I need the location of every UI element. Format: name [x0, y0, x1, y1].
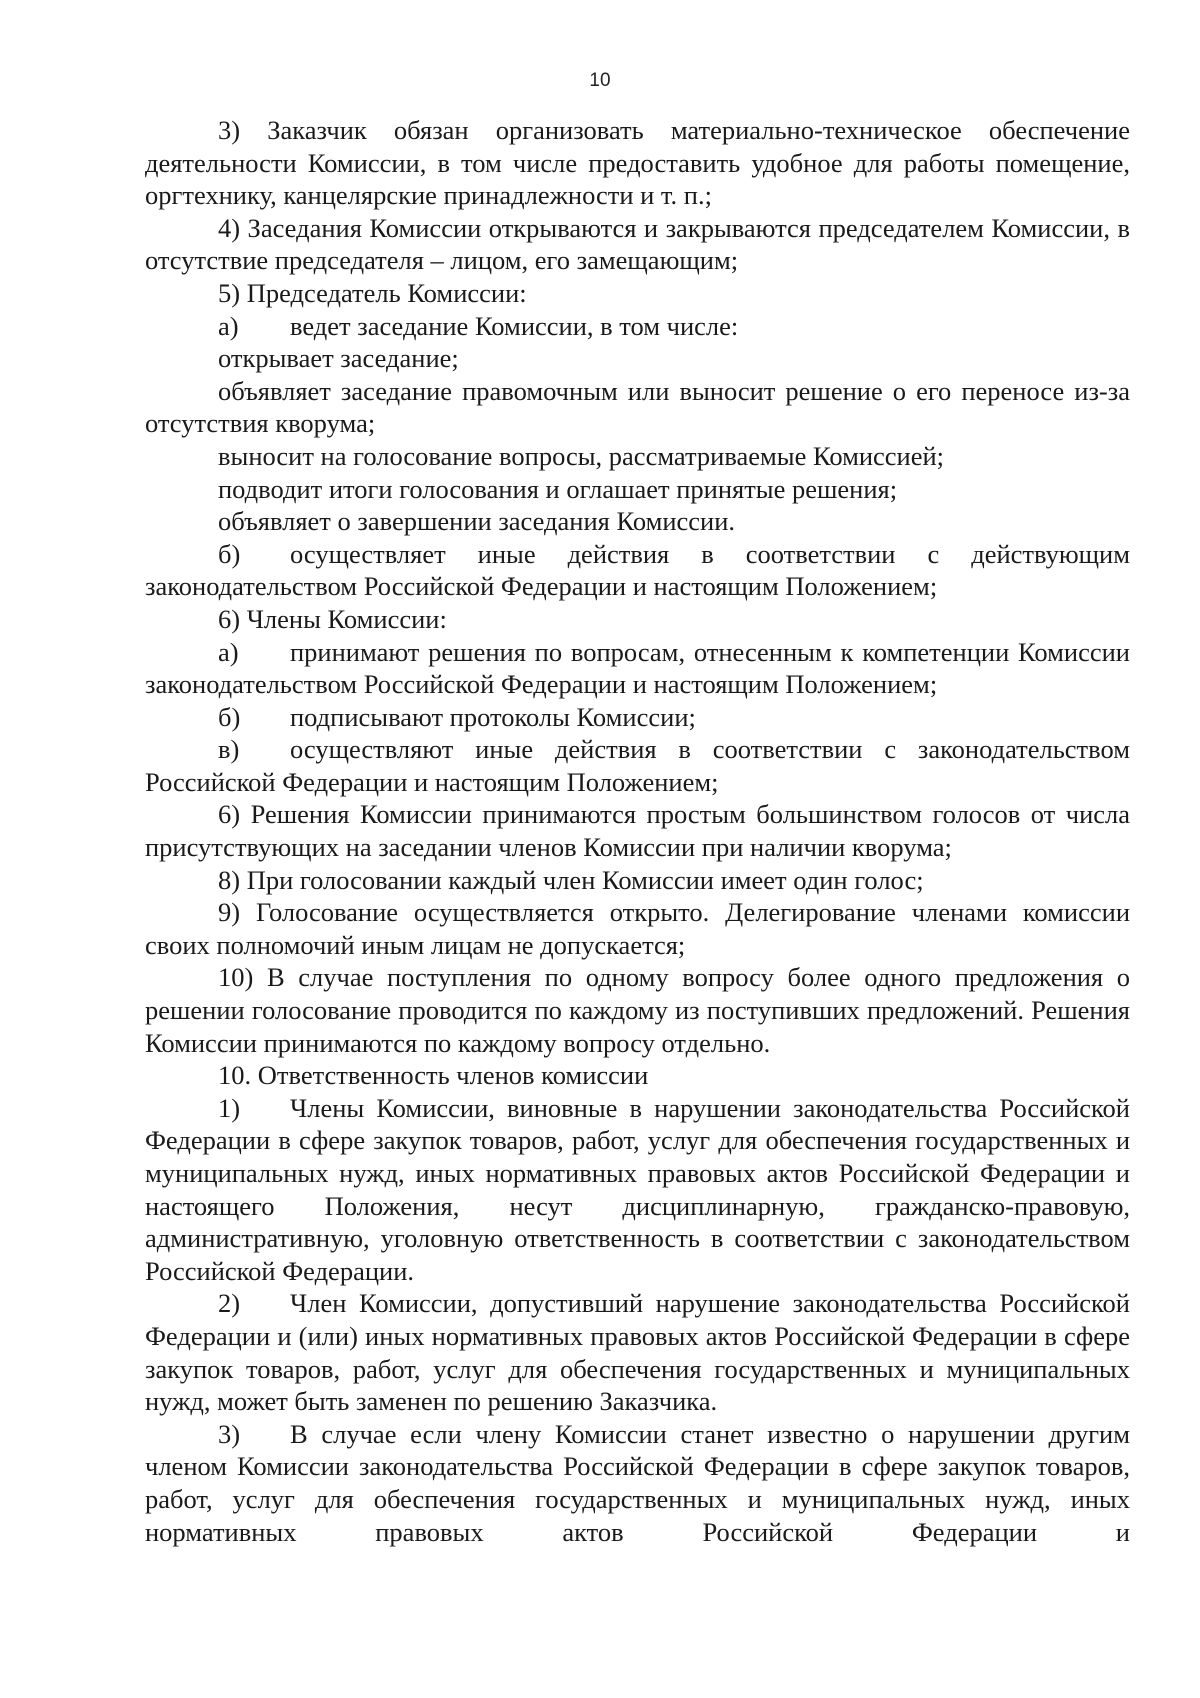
paragraph: 10. Ответственность членов комиссии: [218, 1060, 649, 1091]
list-item-text: подписывают протоколы Комиссии;: [290, 701, 696, 732]
list-item-text: принимают решения по вопросам, отнесенным к компетенции Комиссии законодательством Российской Федерации и настоящим Положением;: [145, 636, 1130, 700]
list-item-label: 3): [218, 1418, 241, 1449]
paragraph: 9) Голосование осуществляется открыто. Делегирование членами комиссии своих полномочий иным лицам не допускается;: [145, 897, 1130, 960]
list-item-text: В случае если члену Комиссии станет известно о нарушении другим членом Комиссии законодательства Российской Федерации в сфере закупок товаров, работ, услуг для обеспечения государственных и муниципальных нужд, иных нормативных правовых актов Российской Федерации и: [145, 1418, 1130, 1547]
paragraph: 8) При голосовании каждый член Комиссии имеет один голос;: [218, 864, 924, 895]
paragraph: 3) Заказчик обязан организовать материально-техническое обеспечение деятельности Комиссии, в том числе предоставить удобное для работы помещение, оргтехнику, канцелярские принадлежности и т. п.;: [145, 115, 1130, 211]
paragraph: выносит на голосование вопросы, рассматриваемые Комиссией;: [218, 440, 945, 471]
document-body: [145, 114, 1130, 1548]
list-item-text: осуществляют иные действия в соответствии с законодательством Российской Федерации и настоящим Положением;: [145, 734, 1130, 797]
paragraph: объявляет заседание правомочным или выносит решение о его переносе из-за отсутствия кворума;: [145, 375, 1130, 439]
list-item: [145, 1287, 1130, 1417]
paragraph: 4) Заседания Комиссии открываются и закрываются председателем Комиссии, в отсутствие председателя – лицом, его замещающим;: [145, 212, 1130, 276]
list-item-text: осуществляет иные действия в соответствии с действующим законодательством Российской Федерации и настоящим Положением;: [145, 538, 1130, 602]
paragraph: открывает заседание;: [218, 343, 459, 374]
list-item-label: б): [218, 538, 241, 569]
list-item-label: б): [218, 701, 241, 732]
list-item: [145, 310, 1130, 343]
list-item-text: Член Комиссии, допустивший нарушение законодательства Российской Федерации и (или) иных нормативных правовых актов Российской Федерации в сфере закупок товаров, работ, услуг для обеспечения государственных и муниципальных нужд, может быть заменен по решению Заказчика.: [145, 1288, 1130, 1417]
page-number: 10: [589, 70, 611, 91]
list-item-label: а): [218, 636, 239, 667]
list-item: [145, 538, 1130, 603]
list-item: [145, 1418, 1130, 1548]
paragraph: 5) Председатель Комиссии:: [218, 277, 527, 308]
paragraph: 6) Члены Комиссии:: [218, 603, 447, 634]
paragraph: 6) Решения Комиссии принимаются простым большинством голосов от числа присутствующих на заседании членов Комиссии при наличии кворума;: [145, 799, 1130, 863]
list-item-text: ведет заседание Комиссии, в том числе:: [290, 310, 739, 341]
paragraph: 10) В случае поступления по одному вопросу более одного предложения о решении голосование проводится по каждому из поступивших предложений. Решения Комиссии принимаются по каждому вопросу отдельно.: [145, 962, 1130, 1058]
list-item: [145, 701, 1130, 734]
paragraph: подводит итоги голосования и оглашает принятые решения;: [218, 473, 898, 504]
list-item: [145, 733, 1130, 798]
list-item-label: в): [218, 734, 240, 765]
list-item-label: 1): [218, 1092, 241, 1123]
list-item-label: а): [218, 310, 239, 341]
list-item: [145, 1092, 1130, 1288]
list-item: [145, 636, 1130, 701]
list-item-text: Члены Комиссии, виновные в нарушении законодательства Российской Федерации в сфере закупок товаров, работ, услуг для обеспечения государственных и муниципальных нужд, иных нормативных правовых актов Российской Федерации и настоящего Положения, несут дисциплинарную, гражданско-правовую, административную, уголовную ответственность в соответствии с законодательством Российской Федерации.: [145, 1092, 1130, 1286]
list-item-label: 2): [218, 1288, 241, 1319]
paragraph: объявляет о завершении заседания Комиссии.: [218, 506, 736, 537]
